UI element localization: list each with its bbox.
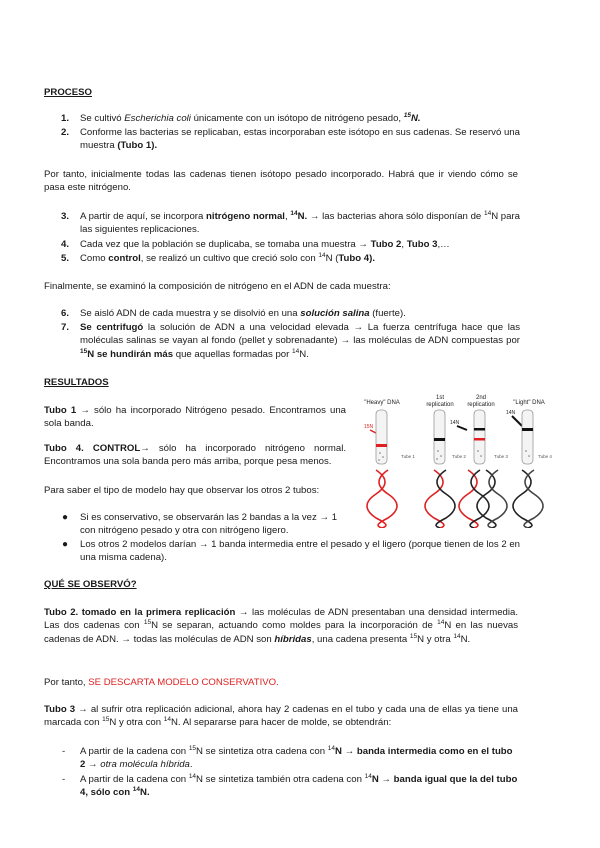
tubo2-description: Tubo 2. tomado en la primera replicación → las moléculas de ADN presentaban una densidad intermedia. Las dos cadenas con $^{15}$N se separan, actuando como moldes para la incorporación de $^{14}$N en las nuevas cadenas de ADN. → todas las moléculas de ADN son híbridas, una cadena presenta $^{15}$N y otra $^{14}$N.	[44, 607, 518, 645]
bullet-dot: ●	[62, 512, 69, 523]
label-2nd: 2nd	[475, 395, 487, 401]
tube-3	[474, 410, 485, 464]
step-number: 7.	[61, 322, 70, 333]
dna-helix-gen2b	[477, 470, 507, 528]
step-number: 5.	[61, 253, 70, 264]
tube-label-3: Tube 3	[494, 454, 508, 459]
dna-helix-gen2a	[459, 470, 489, 528]
label-14n-a: 14N	[450, 420, 460, 426]
tubo1-description: Tubo 1 → sólo ha incorporado Nitrógeno pesado. Encontramos una sola banda.	[44, 405, 347, 430]
heading-proceso: PROCESO	[44, 87, 92, 98]
heading-resultados: RESULTADOS	[44, 377, 109, 388]
step-number: 1.	[61, 113, 70, 124]
step-number: 2.	[61, 127, 70, 138]
step-number: 3.	[61, 211, 70, 222]
tube-4	[522, 410, 533, 464]
bullet-dot: ●	[62, 539, 69, 550]
dna-helix-heavy	[367, 470, 397, 528]
modelo-intro: Para saber el tipo de modelo hay que observar los otros 2 tubos:	[44, 485, 320, 496]
tube-label-1: Tube 1	[401, 454, 415, 459]
heading-que-se-observo: QUÉ SE OBSERVÓ?	[44, 579, 137, 590]
step-number: 6.	[61, 308, 70, 319]
descarta-conservativo: Por tanto, SE DESCARTA MODELO CONSERVATIVO.	[44, 677, 279, 688]
tubo4-description: Tubo 4. CONTROL→ sólo ha incorporado nitrógeno normal. Encontramos una sola banda pero más arriba, porque pesa menos.	[44, 443, 346, 468]
tube-2	[434, 410, 445, 464]
label-light-dna: "Light" DNA	[513, 400, 545, 406]
step-5: Como control, se realizó un cultivo que creció solo con $^{14}$N (Tubo 4).	[80, 251, 375, 264]
tube-label-4: Tube 4	[538, 454, 552, 459]
bullet-otros-modelos: Los otros 2 modelos darían → 1 banda intermedia entre el pesado y el ligero (porque tienen de los 2 en una misma cadena).	[80, 539, 520, 564]
label-heavy-dna: "Heavy" DNA	[364, 400, 400, 406]
paragraph-finalmente: Finalmente, se examinó la composición de nitrógeno en el ADN de cada muestra:	[44, 281, 391, 292]
dna-replication-figure	[356, 388, 552, 528]
label-15n: 15N	[364, 424, 374, 430]
step-7: Se centrifugó la solución de ADN a una velocidad elevada → La fuerza centrífuga hace que las moléculas salinas se vayan al fondo (pellet y sobrenadante) → las moléculas de ADN compuestas por $^{15}$N se hundirán más que aquellas formadas por $^{14}$N.	[80, 322, 520, 360]
arrow-14n-b	[512, 416, 522, 426]
dash-item-2: A partir de la cadena con $^{14}$N se sintetiza también otra cadena con $^{14}$N → banda igual que la del tubo 4, sólo con $^{14}$N.	[80, 772, 518, 799]
step-2: Conforme las bacterias se replicaban, estas incorporaban este isótopo en sus cadenas. Se reservó una muestra (Tubo 1).	[80, 127, 520, 152]
label-14n-b: 14N	[506, 410, 516, 416]
tube-1	[376, 410, 387, 464]
step-number: 4.	[61, 239, 70, 250]
step-3: A partir de aquí, se incorpora nitrógeno normal, $^{14}$N. → las bacterias ahora sólo disponían de $^{14}$N para las siguientes replicaciones.	[80, 209, 521, 236]
label-1st: 1st	[435, 395, 445, 401]
tube-label-2: Tube 2	[452, 454, 466, 459]
step-1: Se cultivó Escherichia coli únicamente con un isótopo de nitrógeno pesado, $^{15}$N.	[80, 111, 421, 124]
label-replication-1: replication	[426, 402, 454, 408]
tubo3-description: Tubo 3 → al sufrir otra replicación adicional, ahora hay 2 cadenas en el tubo y cada una de ellas ya tiene una marcada con $^{15}$N y otra con $^{14}$N. Al separarse para hacer de molde, se obtendrán:	[44, 704, 518, 729]
paragraph-inicial: Por tanto, inicialmente todas las cadenas tienen isótopo pesado incorporado. Habrá que ir viendo cómo se pasa este nitrógeno.	[44, 169, 518, 194]
arrow-14n-a	[457, 426, 467, 430]
dash-item-1: A partir de la cadena con $^{15}$N se sintetiza otra cadena con $^{14}$N → banda intermedia como en el tubo 2 → otra molécula híbrida.	[80, 744, 513, 771]
dna-helix-light	[513, 470, 543, 528]
bullet-conservativo: Si es conservativo, se observarán las 2 bandas a la vez → 1 con nitrógeno pesado y otra con nitrógeno ligero.	[80, 512, 338, 537]
label-replication-2: replication	[467, 402, 495, 408]
dash-marker: -	[62, 774, 66, 785]
dna-helix-hybrid	[425, 470, 455, 528]
dash-marker: -	[62, 746, 66, 757]
step-4: Cada vez que la población se duplicaba, se tomaba una muestra → Tubo 2, Tubo 3,…	[80, 239, 450, 250]
step-6: Se aisló ADN de cada muestra y se disolvió en una solución salina (fuerte).	[80, 308, 406, 319]
